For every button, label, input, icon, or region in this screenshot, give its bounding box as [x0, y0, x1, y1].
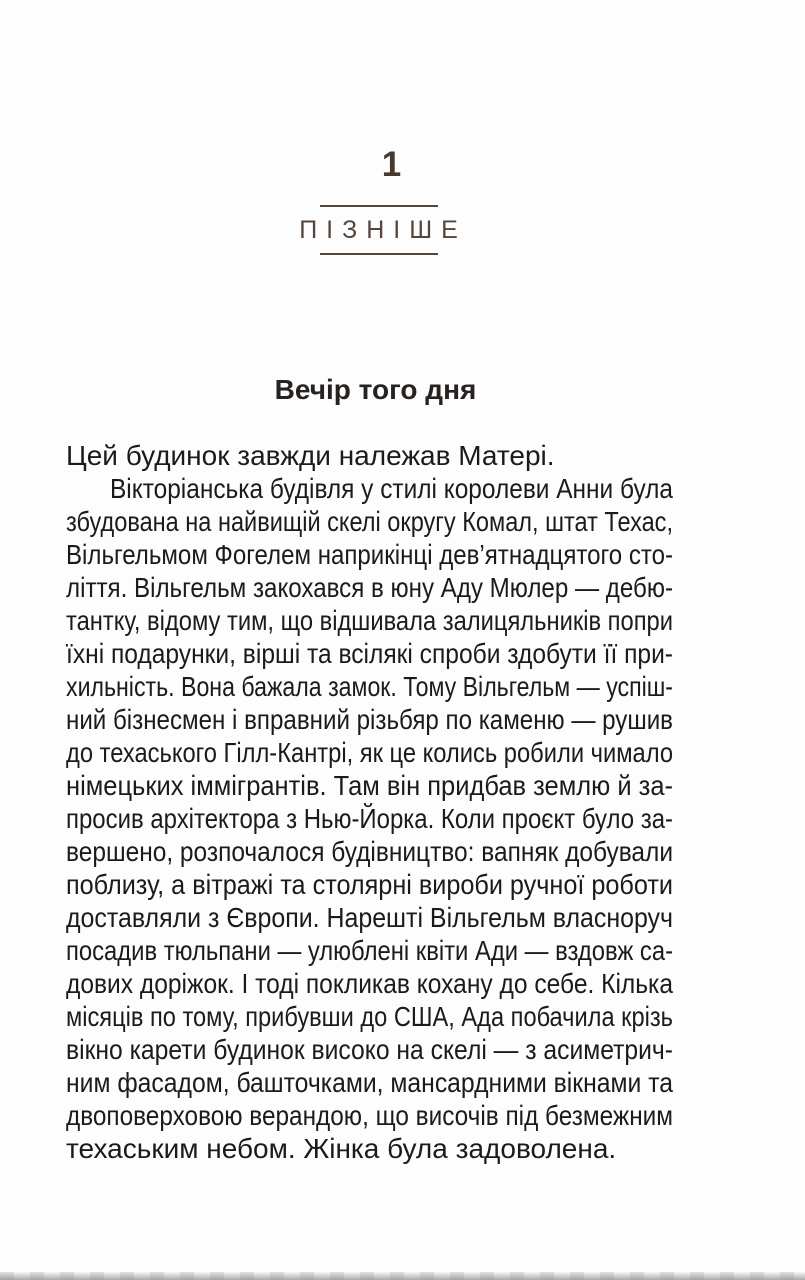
- chapter-title: ПІЗНІШЕ: [299, 216, 467, 244]
- body-text: [66, 439, 673, 1165]
- body-line: посадив тюльпани — улюблені квіти Ади — вздовж са-: [66, 935, 673, 966]
- chapter-title-rule-bottom: [320, 253, 438, 255]
- body-line: ліття. Вільгельм закохався в юну Аду Мюлер — дебю-: [66, 572, 673, 603]
- body-line: двоповерховою верандою, що височів під безмежним: [66, 1100, 673, 1131]
- body-line: вершено, розпочалося будівництво: вапняк добували: [66, 836, 673, 867]
- body-line: просив архітектора з Нью-Йорка. Коли проєкт було за-: [66, 803, 673, 834]
- chapter-number: 1: [381, 145, 402, 184]
- body-line: німецьких іммігрантів. Там він придбав землю й за-: [66, 770, 673, 801]
- body-line: техаським небом. Жінка була задоволена.: [66, 1133, 617, 1164]
- body-line: збудована на найвищій скелі округу Комал, штат Техас,: [66, 506, 673, 537]
- body-line: вікно карети будинок високо на скелі — з асиметрич-: [66, 1034, 673, 1065]
- body-line: тантку, відому тим, що відшивала залицяльників попри: [66, 605, 673, 636]
- body-line: місяців по тому, прибувши до США, Ада побачила крізь: [66, 1001, 673, 1032]
- page-edge-shadow: [0, 1272, 805, 1280]
- section-heading: Вечір того дня: [274, 374, 477, 405]
- body-line: доставляли з Європи. Нарешті Вільгельм власноруч: [66, 902, 673, 933]
- body-line: Вікторіанська будівля у стилі королеви Анни була: [110, 473, 673, 504]
- chapter-title-rule-top: [320, 205, 438, 207]
- body-line: їхні подарунки, вірші та всілякі спроби здобути її при-: [66, 638, 673, 669]
- body-line: до техаського Гілл-Кантрі, як це колись робили чимало: [66, 737, 673, 768]
- body-line: ний бізнесмен і вправний різьбяр по каменю — рушив: [66, 704, 673, 735]
- body-line: Вільгельмом Фогелем наприкінці дев’ятнадцятого сто-: [66, 539, 673, 570]
- text-column: [66, 0, 673, 1165]
- body-line: дових доріжок. І тоді покликав кохану до себе. Кілька: [66, 968, 673, 999]
- body-line: Цей будинок завжди належав Матері.: [66, 440, 555, 471]
- body-line: хильність. Вона бажала замок. Тому Вільгельм — успіш-: [66, 671, 673, 702]
- body-line: поблизу, а вітражі та столярні вироби ручної роботи: [66, 869, 673, 900]
- body-line: ним фасадом, башточками, мансардними вікнами та: [66, 1067, 673, 1098]
